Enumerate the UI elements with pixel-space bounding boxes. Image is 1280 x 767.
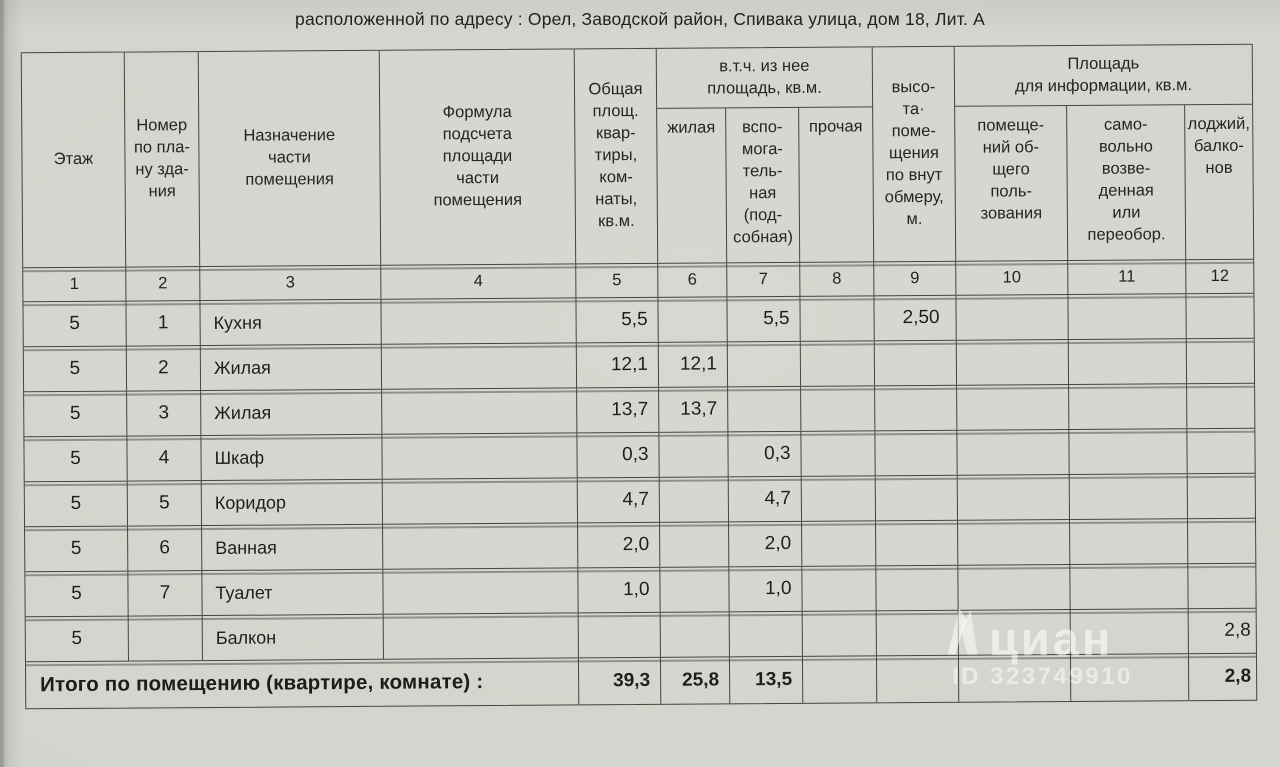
row1-col8 — [800, 296, 874, 341]
row2-col6: 12,1 — [659, 342, 728, 386]
row5-col7: 4,7 — [729, 477, 802, 522]
header-auxiliary-area: вспо- мога- тель- ная (под- собная) — [726, 108, 800, 263]
row8-col4 — [384, 613, 579, 658]
document-title: расположенной по адресу : Орел, Заводской район, Спивака улица, дом 18, Лит. А — [295, 9, 985, 29]
row3-col7 — [728, 387, 801, 432]
header-unauthorized: само- вольно возве- денная или переобор. — [1067, 105, 1186, 260]
cian-watermark — [946, 603, 1133, 691]
row2-col8 — [801, 341, 875, 386]
row5-col1: 5 — [25, 482, 128, 527]
row5-col2: 5 — [128, 481, 202, 526]
row5-col6 — [660, 477, 729, 521]
row8-col8 — [803, 611, 877, 656]
header-common-use: помеще- ний об- щего поль- зования — [955, 106, 1068, 261]
table-header — [22, 45, 1253, 269]
header-room-height: высо- та· поме- щения по внут обмеру, м. — [873, 47, 956, 262]
row3-col8 — [801, 386, 875, 431]
header-living-area: жилая — [657, 108, 727, 262]
row7-col4 — [383, 568, 578, 613]
row5-col3: Коридор — [202, 480, 383, 525]
row3-col2: 3 — [127, 391, 201, 436]
row5-col9 — [876, 476, 958, 521]
row8-col2 — [129, 616, 203, 661]
row1-col4 — [381, 298, 576, 343]
row2-col10 — [957, 340, 1069, 385]
row3-col10 — [957, 385, 1069, 430]
row3-col9 — [875, 386, 957, 431]
watermark-brand: циан — [989, 611, 1114, 665]
column-number-2: 2 — [126, 267, 200, 301]
row5-col5: 4,7 — [578, 478, 660, 523]
row2-col2: 2 — [127, 346, 201, 391]
row1-col10 — [956, 295, 1068, 340]
row7-col8 — [802, 566, 876, 611]
row6-col5: 2,0 — [578, 523, 660, 568]
column-number-11: 11 — [1068, 260, 1186, 294]
watermark-id: ID 323749910 — [952, 663, 1133, 690]
row1-col11 — [1068, 294, 1186, 339]
row4-col10 — [957, 430, 1069, 475]
row5-col10 — [958, 475, 1070, 520]
row5-col8 — [802, 476, 876, 521]
row6-col12 — [1188, 519, 1255, 563]
row3-col6: 13,7 — [659, 387, 728, 431]
header-purpose: Назначение части помещения — [199, 51, 381, 266]
header-floor: Этаж — [22, 53, 126, 268]
row1-col7: 5,5 — [727, 297, 800, 342]
header-plan-number: Номер по пла- ну зда- ния — [125, 52, 200, 267]
row8-col6 — [661, 612, 730, 656]
row3-col1: 5 — [24, 392, 127, 437]
column-number-8: 8 — [800, 262, 874, 296]
row7-col3: Туалет — [202, 570, 383, 615]
row6-col8 — [802, 521, 876, 566]
row4-col2: 4 — [127, 436, 201, 481]
row2-col5: 12,1 — [577, 343, 659, 388]
row6-col4 — [383, 523, 578, 568]
column-number-5: 5 — [576, 264, 658, 298]
column-number-3: 3 — [200, 266, 381, 300]
row1-col6 — [658, 297, 727, 341]
column-number-10: 10 — [956, 261, 1068, 295]
row8-col3: Балкон — [203, 615, 384, 660]
header-loggias-balconies: лоджий, балко- нов — [1187, 114, 1250, 177]
column-number-1: 1 — [23, 268, 126, 302]
row7-col1: 5 — [25, 572, 128, 617]
row4-col1: 5 — [24, 437, 127, 482]
row6-col1: 5 — [25, 527, 128, 572]
row8-col5 — [579, 613, 661, 658]
row1-col1: 5 — [23, 302, 126, 347]
row7-col2: 7 — [128, 571, 202, 616]
row2-col9 — [875, 341, 957, 386]
row8-col1: 5 — [26, 617, 129, 662]
row7-col5: 1,0 — [578, 568, 660, 613]
cian-logo-icon — [946, 603, 979, 660]
row7-col6 — [660, 567, 729, 611]
column-number-7: 7 — [727, 263, 800, 297]
row4-col7: 0,3 — [728, 432, 801, 477]
header-total-area: Общая площ. квар- тиры, ком- наты, кв.м. — [575, 49, 658, 264]
row5-col11 — [1070, 474, 1188, 519]
column-number-6: 6 — [658, 263, 727, 296]
row6-col7: 2,0 — [729, 522, 802, 567]
row1-col5: 5,5 — [576, 298, 658, 343]
watermark-brand-row — [946, 603, 1133, 665]
row6-col3: Ванная — [202, 525, 383, 570]
total-col5: 39,3 — [579, 658, 661, 705]
row4-col3: Шкаф — [201, 435, 382, 480]
row5-col12 — [1188, 474, 1255, 518]
row2-col4 — [382, 343, 577, 388]
column-number-12: 12 — [1210, 266, 1230, 286]
header-formula: Формула подсчета площади части помещения — [380, 49, 576, 264]
row1-col3: Кухня — [200, 300, 381, 345]
total-col7: 13,5 — [730, 657, 803, 704]
paper-edge-shadow — [0, 0, 4, 767]
column-number-9: 9 — [874, 262, 956, 296]
row6-col2: 6 — [128, 526, 202, 571]
row4-col6 — [659, 432, 728, 476]
row8-col12: 2,8 — [1224, 619, 1251, 641]
row3-col12 — [1187, 384, 1254, 428]
total-col12: 2,8 — [1224, 665, 1252, 687]
row7-col7: 1,0 — [729, 567, 802, 612]
row4-col5: 0,3 — [577, 433, 659, 478]
row4-col11 — [1069, 429, 1187, 474]
total-col6: 25,8 — [661, 657, 730, 703]
row6-col9 — [876, 521, 958, 566]
row6-col10 — [958, 520, 1070, 565]
row4-col12 — [1187, 429, 1254, 473]
column-number-4: 4 — [381, 264, 576, 298]
row1-col9: 2,50 — [874, 296, 956, 341]
header-info-group: Площадь для информации, кв.м. — [955, 45, 1252, 107]
row2-col11 — [1069, 339, 1187, 384]
row1-col2: 1 — [126, 301, 200, 346]
total-label: Итого по помещению (квартире, комнате) : — [26, 658, 579, 708]
row6-col11 — [1070, 519, 1188, 564]
row3-col3: Жилая — [201, 390, 382, 435]
row5-col4 — [383, 478, 578, 523]
row4-col8 — [801, 431, 875, 476]
row2-col1: 5 — [24, 347, 127, 392]
row3-col4 — [382, 388, 577, 433]
row3-col11 — [1069, 384, 1187, 429]
row4-col4 — [382, 433, 577, 478]
header-including-group: в.т.ч. из нее площадь, кв.м. — [657, 47, 873, 109]
header-other-area: прочая — [799, 107, 874, 262]
row2-col12 — [1187, 339, 1254, 383]
row7-col12 — [1188, 564, 1255, 608]
row2-col3: Жилая — [201, 345, 382, 390]
row8-col7 — [730, 612, 803, 657]
row4-col9 — [875, 431, 957, 476]
row2-col7 — [728, 342, 801, 387]
row3-col5: 13,7 — [577, 388, 659, 433]
row6-col6 — [660, 522, 729, 566]
row1-col12 — [1186, 294, 1253, 338]
total-col8 — [803, 656, 877, 703]
